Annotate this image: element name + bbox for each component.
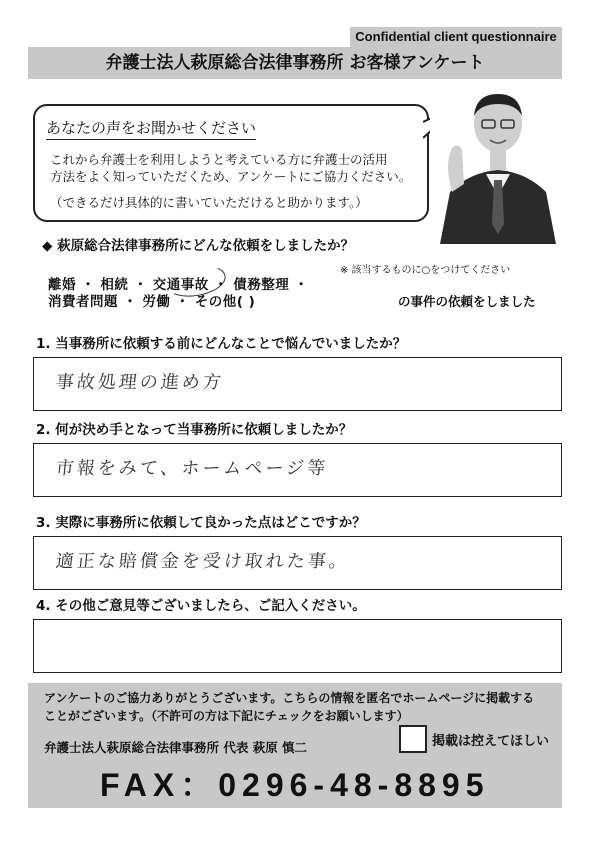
footer-line-1: アンケートのご協力ありがとうございます。こちらの情報を匿名でホームページに掲載する (44, 691, 535, 705)
office-representative: 弁護士法人萩原総合法律事務所 代表 萩原 慎二 (44, 740, 308, 755)
answer-box-3[interactable] (33, 536, 562, 590)
case-options-row-1: 離婚 ・ 相続 ・ 交通事故 ・ 債務整理 ・ (48, 277, 309, 293)
fax-number: FAX：0296-48-8895 (100, 767, 490, 803)
confidential-tag: Confidential client questionnaire (350, 27, 562, 47)
lawyer-photo (430, 84, 566, 244)
no-publish-checkbox[interactable] (399, 725, 427, 753)
page-title: 弁護士法人萩原総合法律事務所 お客様アンケート (28, 47, 562, 79)
no-publish-label: 掲載は控えてほしい (432, 734, 550, 749)
question-3-label: 3. 実際に事務所に依頼して良かった点はどこですか？ (36, 515, 366, 531)
answer-3-text: 適正な賠償金を受け取れた事。 (54, 551, 351, 572)
case-question-note: ※ 該当するものに○をつけてください (340, 265, 511, 276)
footer-line-2: ことがございます。（不許可の方は下記にチェックをお願いします） (44, 709, 409, 723)
question-4-label: 4. その他ご意見等ございましたら、ご記入ください。 (36, 598, 366, 614)
answer-1-text: 事故処理の進め方 (54, 372, 225, 393)
case-suffix: の事件の依頼をしました (398, 294, 536, 309)
question-2-label: 2. 何が決め手となって当事務所に依頼しましたか？ (36, 422, 353, 438)
bubble-line-1: これから弁護士を利用しようと考えている方に弁護士の活用 (50, 152, 388, 167)
answer-2-text: 市報をみて、ホームページ等 (54, 458, 330, 479)
answer-box-4[interactable] (33, 619, 562, 673)
answer-box-1[interactable] (33, 357, 562, 411)
bubble-heading: あなたの声をお聞かせください (46, 117, 256, 140)
question-1-label: 1. 当事務所に依頼する前にどんなことで悩んでいましたか？ (36, 336, 407, 352)
bubble-line-3: （できるだけ具体的に書いていただけると助かります。） (50, 195, 368, 210)
answer-box-2[interactable] (33, 443, 562, 497)
case-question-label: ◆ 萩原総合法律事務所にどんな依頼をしましたか？ (42, 238, 355, 254)
bubble-line-2: 方法をよく知っていただくため、アンケートにご協力ください。 (50, 169, 412, 184)
case-options-row-2: 消費者問題 ・ 労働 ・ その他( ) (48, 294, 256, 310)
